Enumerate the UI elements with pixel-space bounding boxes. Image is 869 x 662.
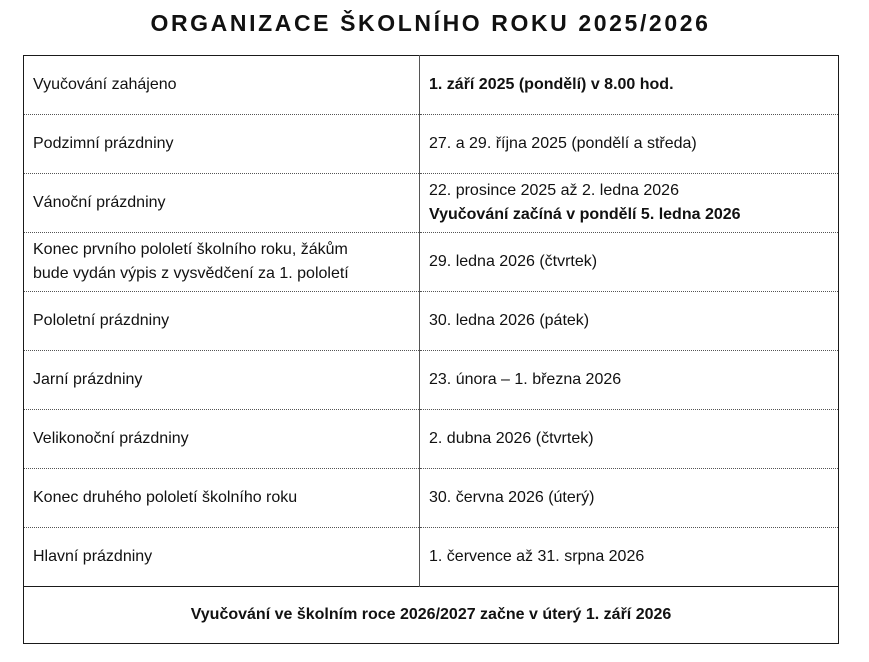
table-row [24,351,839,410]
row-value-spring-holidays: 23. února – 1. března 2026 [420,351,839,410]
row-label-midterm-holidays: Pololetní prázdniny [24,292,420,351]
table-row [24,292,839,351]
row-value-summer-holidays: 1. července až 31. srpna 2026 [420,528,839,587]
row-label-first-term-end [24,233,420,292]
table-row [24,469,839,528]
table-row [24,174,839,233]
row-value-second-term-end: 30. června 2026 (úterý) [420,469,839,528]
row-label-school-start: Vyučování zahájeno [24,56,420,115]
row-value-easter-holidays: 2. dubna 2026 (čtvrtek) [420,410,839,469]
table-row [24,233,839,292]
row-value-school-start: 1. září 2025 (pondělí) v 8.00 hod. [420,56,839,115]
row-label-christmas-holidays: Vánoční prázdniny [24,174,420,233]
row-value-autumn-holidays: 27. a 29. října 2025 (pondělí a středa) [420,115,839,174]
table-row [24,56,839,115]
christmas-dates: 22. prosince 2025 až 2. ledna 2026 [429,182,679,199]
row-label-autumn-holidays: Podzimní prázdniny [24,115,420,174]
page-title: ORGANIZACE ŠKOLNÍHO ROKU 2025/2026 [150,10,711,36]
table-row [24,410,839,469]
table-row [24,115,839,174]
table-row [24,528,839,587]
row-label-summer-holidays: Hlavní prázdniny [24,528,420,587]
first-term-end-line-1: Konec prvního pololetí školního roku, žákům [33,241,348,258]
row-value-christmas-holidays [420,174,839,233]
table-footer-row [24,587,839,644]
row-label-second-term-end: Konec druhého pololetí školního roku [24,469,420,528]
school-year-table [23,55,839,644]
row-value-first-term-end: 29. ledna 2026 (čtvrtek) [420,233,839,292]
row-label-easter-holidays: Velikonoční prázdniny [24,410,420,469]
christmas-resume-note: Vyučování začíná v pondělí 5. ledna 2026 [429,206,741,223]
row-value-midterm-holidays: 30. ledna 2026 (pátek) [420,292,839,351]
first-term-end-line-2: bude vydán výpis z vysvědčení za 1. pololetí [33,265,349,282]
row-label-spring-holidays: Jarní prázdniny [24,351,420,410]
next-school-year-note: Vyučování ve školním roce 2026/2027 začne v úterý 1. září 2026 [24,587,839,644]
